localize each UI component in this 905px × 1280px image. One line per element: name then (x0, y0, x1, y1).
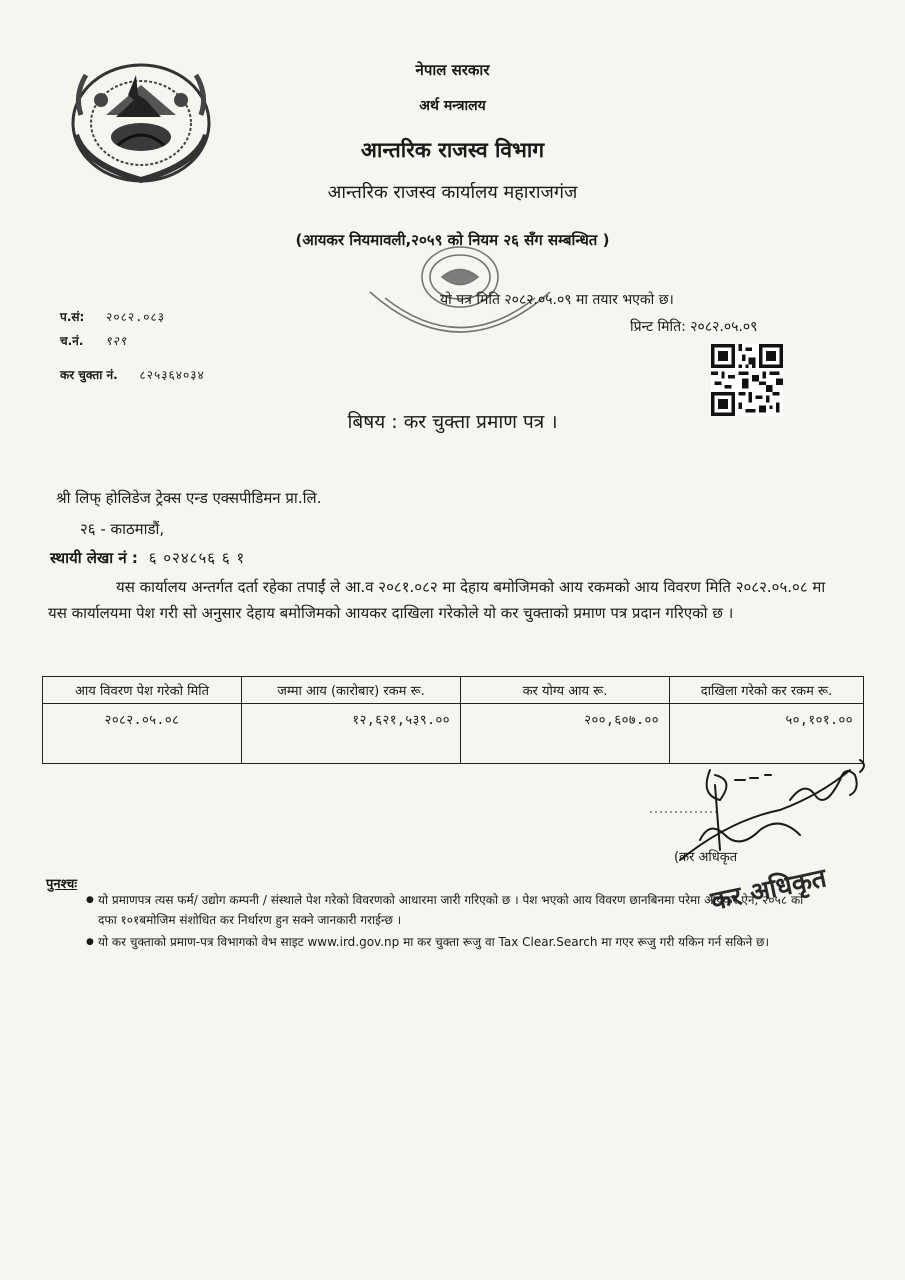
tax-clearance-label: कर चुक्ता नं. (60, 368, 118, 382)
table-header-row (43, 677, 864, 704)
ministry-name: अर्थ मन्त्रालय (419, 98, 486, 114)
recipient-address: २६ - काठमाडौं, (80, 520, 165, 538)
office-name: आन्तरिक राजस्व कार्यालय महाराजगंज (327, 182, 578, 203)
tax-clearance-value: ८२५३६४०३४ (139, 368, 205, 382)
dispatch-row (60, 332, 127, 349)
body-paragraph (48, 574, 838, 626)
officer-label: (कर अधिकृत (674, 850, 738, 865)
notes-heading: पुनश्चः (46, 877, 78, 892)
fiscal-year-value: २०८२.०८३ (106, 310, 166, 324)
table-header-cell: आय विवरण पेश गरेको मिति (43, 677, 242, 704)
department-name: आन्तरिक राजस्व विभाग (360, 138, 545, 162)
pan-label: स्थायी लेखा नं : (50, 549, 138, 567)
table-cell-tax-paid: ५०,१०१.०० (670, 704, 864, 764)
dispatch-value: ९२९ (105, 334, 127, 348)
prepared-date-note: यो पत्र मिति २०८२.०५.०९ मा तयार भएको छ। (440, 292, 674, 308)
table-cell-total-income: १२,६२१,५३९.०० (242, 704, 461, 764)
list-item: ● यो प्रमाणपत्र त्यस फर्म/ उद्योग कम्पनी / संस्थाले पेश गरेको विवरणको आधारमा जारी गरिएको छ । पेश भएको आय विवरण छानबिनमा परेमा आयकर ऐन, २०५८ को दफा १०१बमोजिम संशोधित कर निर्धारण हुन सक्ने जानकारी गराईन्छ । (88, 890, 818, 930)
list-item: ● यो कर चुक्ताको प्रमाण-पत्र विभागको वेभ साइट www.ird.gov.np मा कर चुक्ता रूजु वा Tax Clear.Search मा गएर रूजु गरी यकिन गर्न सकिने छ। (88, 932, 818, 952)
table-header-cell: दाखिला गरेको कर रकम रू. (670, 677, 864, 704)
pan-value: ६ ०२४८५६ ६ १ (148, 549, 246, 567)
table-cell-taxable-income: २००,६०७.०० (461, 704, 670, 764)
fiscal-year-row (60, 308, 165, 325)
tax-clearance-row (60, 366, 205, 383)
subject-line: बिषय : कर चुक्ता प्रमाण पत्र । (347, 411, 558, 433)
notes-list (88, 890, 818, 954)
table-header-cell: कर योग्य आय रू. (461, 677, 670, 704)
officer-stamp-text: कर अधिकृत (708, 863, 830, 918)
dispatch-label: च.नं. (60, 334, 84, 348)
pan-row (50, 548, 245, 568)
print-date: प्रिन्ट मिति: २०८२.०५.०९ (630, 319, 758, 335)
recipient-name: श्री लिफ् होलिडेज ट्रेक्स एन्ड एक्सपीडिमन प्रा.लि. (56, 489, 322, 507)
table-cell-submission-date: २०८२.०५.०८ (43, 704, 242, 764)
fiscal-year-label: प.सं: (60, 310, 85, 324)
qr-code-icon (707, 344, 787, 416)
table-header-cell: जम्मा आय (कारोबार) रकम रू. (242, 677, 461, 704)
government-name: नेपाल सरकार (415, 61, 490, 79)
body-paragraph-text: यस कार्यालय अन्तर्गत दर्ता रहेका तपाईं ले आ.व २०८१.०८२ मा देहाय बमोजिमको आय रकमको आय विवरण मिति २०८२.०५.०८ मा यस कार्यालयमा पेश गरी सो अनुसार देहाय बमोजिमको आयकर दाखिला गरेकोले यो कर चुक्ताको प्रमाण पत्र प्रदान गरिएको छ । (48, 578, 826, 622)
rule-reference: (आयकर नियमावली,२०५९ को नियम २६ सँग सम्बन्धित ) (295, 231, 610, 249)
